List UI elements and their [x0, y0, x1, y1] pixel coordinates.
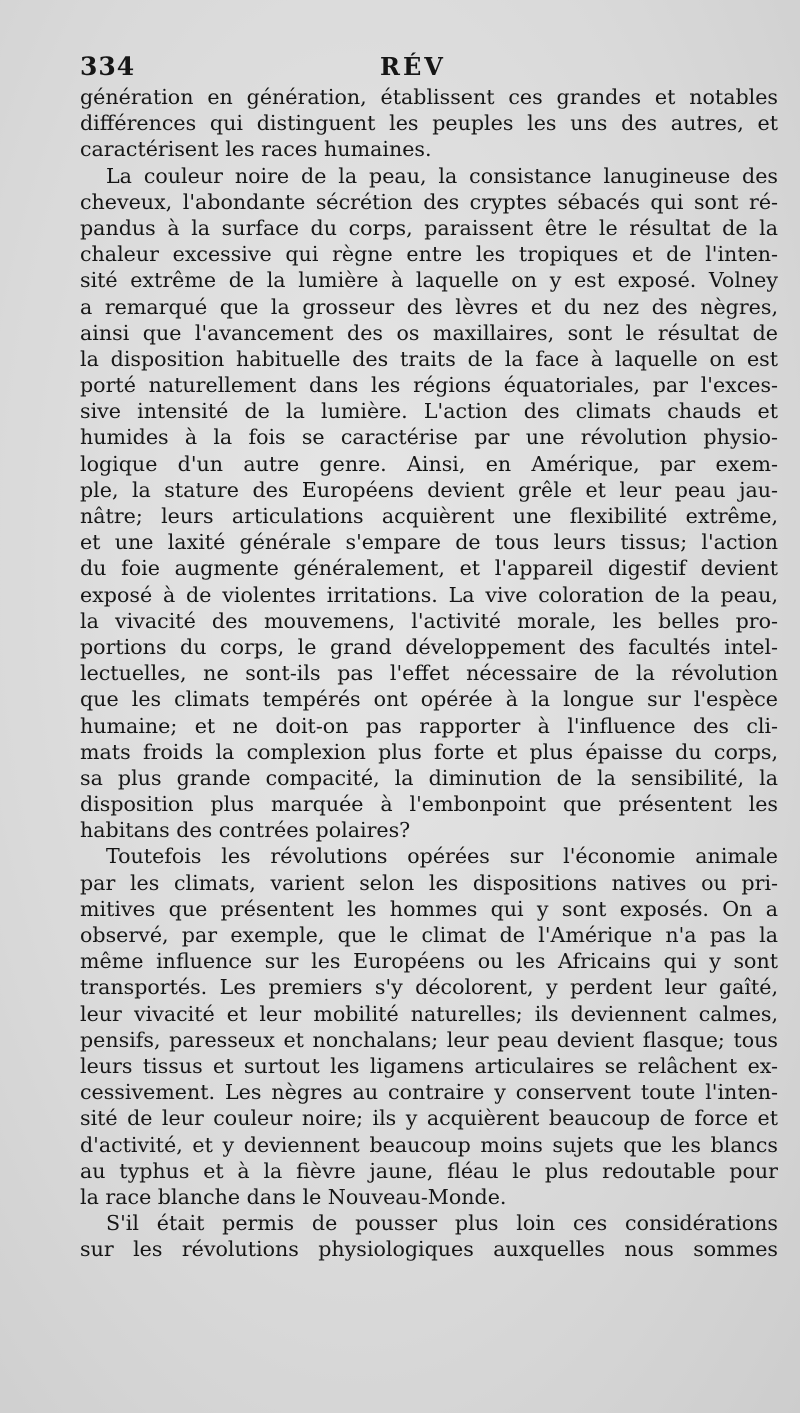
- text-line: leurs tissus et surtout les ligamens articulaires se relâchent ex-: [80, 1053, 778, 1078]
- text-line: habitans des contrées polaires?: [80, 818, 411, 843]
- text-line: humides à la fois se caractérise par une révolution physio-: [80, 425, 778, 450]
- text-line: par les climats, varient selon les dispositions natives ou pri-: [80, 870, 778, 895]
- text-line: même influence sur les Européens ou les Africains qui y sont: [80, 949, 778, 974]
- text-line: mitives que présentent les hommes qui y sont exposés. On a: [80, 896, 778, 921]
- text-line: sité extrême de la lumière à laquelle on y est exposé. Volney: [80, 268, 778, 293]
- body-text: [80, 84, 778, 1262]
- text-line: exposé à de violentes irritations. La vive coloration de la peau,: [80, 582, 778, 607]
- text-line: ple, la stature des Européens devient grêle et leur peau jau-: [80, 477, 778, 502]
- text-line: et une laxité générale s'empare de tous leurs tissus; l'action: [80, 530, 778, 555]
- text-line: nâtre; leurs articulations acquièrent une flexibilité extrême,: [80, 504, 778, 528]
- text-line: lectuelles, ne sont-ils pas l'effet nécessaire de la révolution: [80, 661, 778, 686]
- text-line: leur vivacité et leur mobilité naturelles; ils deviennent calmes,: [80, 1001, 778, 1026]
- text-line: porté naturellement dans les régions équatoriales, par l'exces-: [80, 373, 778, 398]
- text-line: au typhus et à la fièvre jaune, fléau le plus redoutable pour: [80, 1158, 778, 1183]
- text-line: transportés. Les premiers s'y décolorent, y perdent leur gaîté,: [80, 975, 778, 1000]
- text-line: la vivacité des mouvemens, l'activité morale, les belles pro-: [80, 608, 778, 633]
- text-line: portions du corps, le grand développement des facultés intel-: [80, 634, 778, 659]
- text-line: sive intensité de la lumière. L'action des climats chauds et: [80, 399, 778, 424]
- text-line: chaleur excessive qui règne entre les tropiques et de l'inten-: [80, 242, 778, 267]
- text-line: mats froids la complexion plus forte et plus épaisse du corps,: [80, 739, 778, 764]
- text-line: du foie augmente généralement, et l'appareil digestif devient: [80, 556, 778, 581]
- text-line: sité de leur couleur noire; ils y acquièrent beaucoup de force et: [80, 1106, 778, 1131]
- text-line: cessivement. Les nègres au contraire y conservent toute l'inten-: [80, 1080, 778, 1105]
- text-line: S'il était permis de pousser plus loin ces considérations: [106, 1211, 778, 1236]
- text-line: que les climats tempérés ont opérée à la longue sur l'espèce: [80, 687, 778, 712]
- text-line: différences qui distinguent les peuples les uns des autres, et: [80, 111, 778, 136]
- text-line: la race blanche dans le Nouveau-Monde.: [80, 1184, 507, 1209]
- page-number: 334: [80, 52, 136, 81]
- text-line: d'activité, et y deviennent beaucoup moins sujets que les blancs: [80, 1132, 778, 1157]
- text-line: logique d'un autre genre. Ainsi, en Amérique, par exem-: [80, 451, 778, 476]
- text-line: La couleur noire de la peau, la consistance lanugineuse des: [106, 163, 778, 188]
- text-line: Toutefois les révolutions opérées sur l'économie animale: [106, 844, 778, 869]
- text-line: caractérisent les races humaines.: [80, 137, 432, 162]
- text-line: pensifs, paresseux et nonchalans; leur peau devient flasque; tous: [80, 1027, 778, 1052]
- text-line: génération en génération, établissent ces grandes et notables: [80, 85, 778, 109]
- running-head: RÉV: [380, 52, 446, 81]
- text-line: sa plus grande compacité, la diminution de la sensibilité, la: [80, 765, 778, 790]
- text-line: ainsi que l'avancement des os maxillaires, sont le résultat de: [80, 320, 778, 345]
- text-line: cheveux, l'abondante sécrétion des cryptes sébacés qui sont ré-: [80, 189, 778, 214]
- page-header: [80, 52, 770, 86]
- text-line: a remarqué que la grosseur des lèvres et du nez des nègres,: [80, 294, 778, 319]
- text-line: pandus à la surface du corps, paraissent être le résultat de la: [80, 215, 778, 240]
- text-line: disposition plus marquée à l'embonpoint que présentent les: [80, 792, 778, 817]
- text-line: observé, par exemple, que le climat de l'Amérique n'a pas la: [80, 923, 778, 947]
- text-line: humaine; et ne doit-on pas rapporter à l'influence des cli-: [80, 713, 778, 738]
- text-line: sur les révolutions physiologiques auxquelles nous sommes: [80, 1237, 778, 1262]
- text-line: la disposition habituelle des traits de la face à laquelle on est: [80, 346, 778, 371]
